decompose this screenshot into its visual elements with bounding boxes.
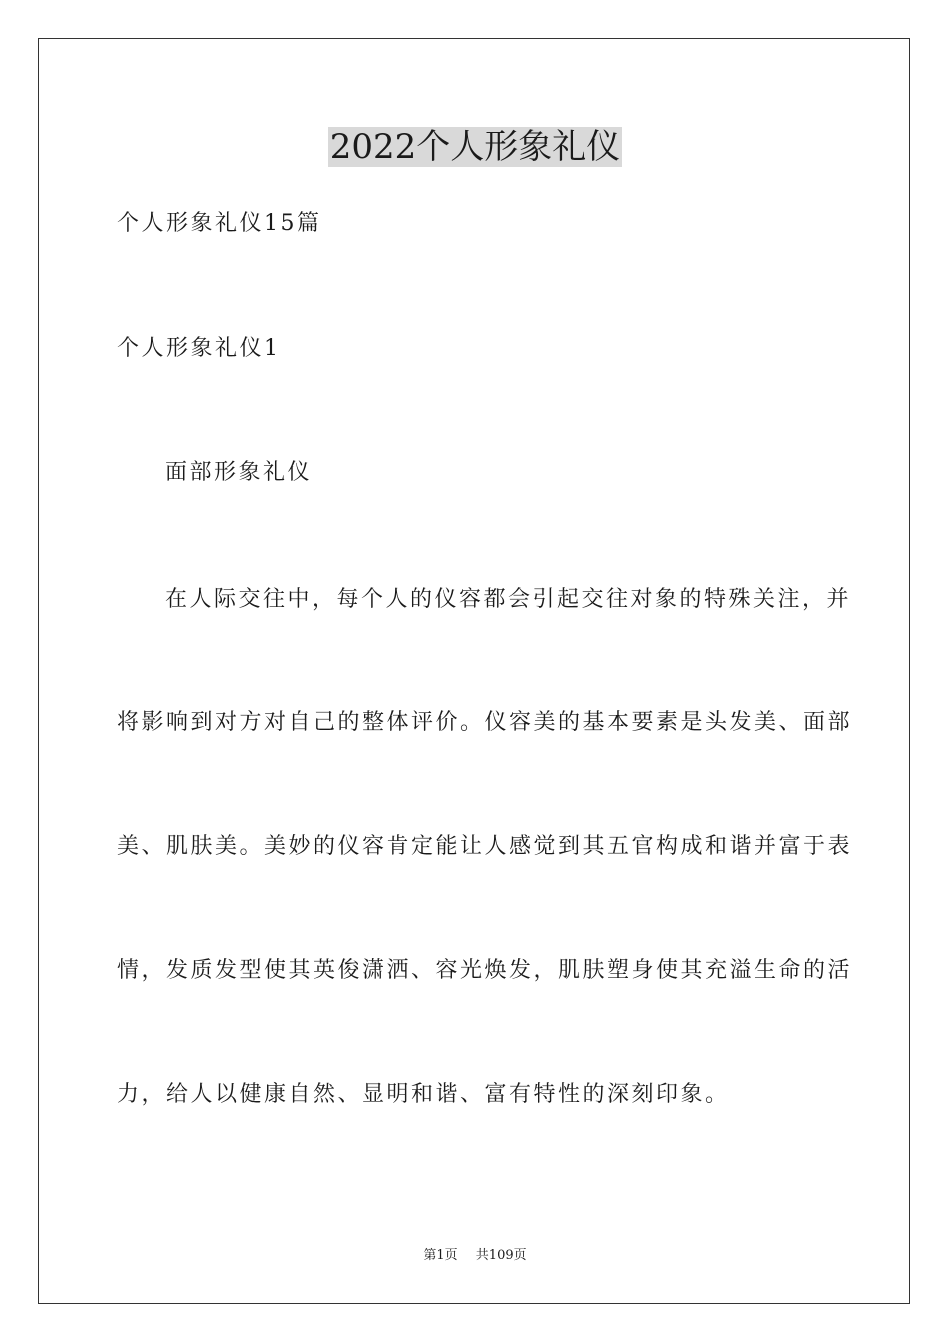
page-number: 第1页: [423, 1248, 458, 1263]
paragraph-line-5: 力，给人以健康自然、显明和谐、富有特性的深刻印象。: [117, 1082, 730, 1107]
document-title-text: 2022个人形象礼仪: [329, 127, 621, 167]
section-heading: 个人形象礼仪1: [117, 336, 281, 361]
paragraph-line-3: 美、肌肤美。美妙的仪容肯定能让人感觉到其五官构成和谐并富于表: [117, 834, 853, 859]
total-pages: 共109页: [475, 1248, 527, 1263]
sub-heading: 面部形象礼仪: [165, 460, 313, 485]
page-footer: [0, 1247, 950, 1265]
paragraph-line-2: 将影响到对方对自己的整体评价。仪容美的基本要素是头发美、面部: [117, 710, 853, 735]
paragraph-line-1: 在人际交往中，每个人的仪容都会引起交往对象的特殊关注，并: [165, 587, 852, 612]
document-subtitle: 个人形象礼仪15篇: [117, 211, 322, 236]
document-title: [0, 124, 950, 170]
paragraph-line-4: 情，发质发型使其英俊潇洒、容光焕发，肌肤塑身使其充溢生命的活: [117, 958, 853, 983]
